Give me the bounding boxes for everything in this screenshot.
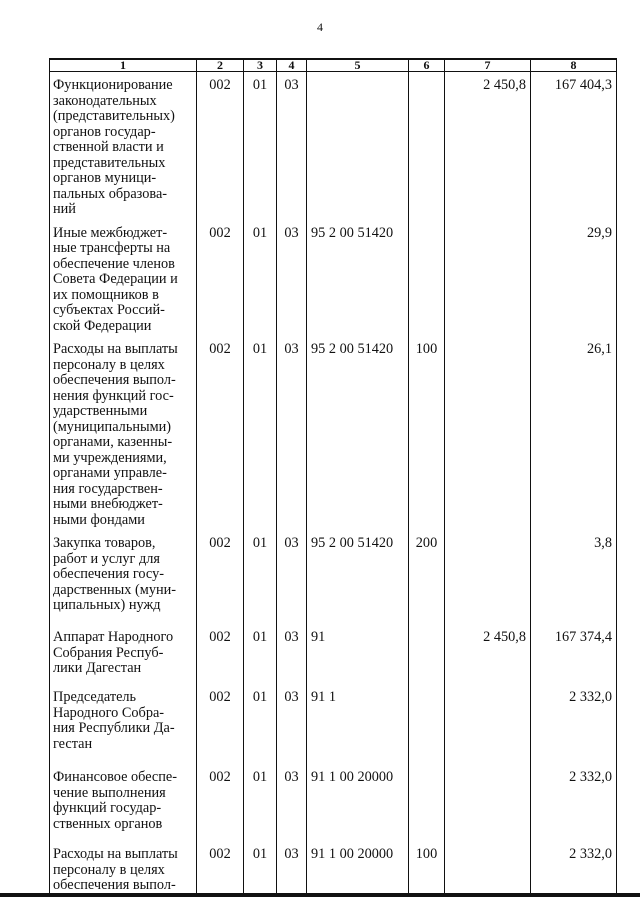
cell-admin-code: [197, 762, 244, 839]
cell-target-article: [307, 622, 409, 682]
cell-subsection-text: 03: [284, 341, 299, 357]
cell-expense-type-text: 200: [415, 535, 438, 551]
cell-expense-type: [409, 839, 445, 894]
cell-amount-total-text: 167 404,3: [554, 77, 612, 93]
cell-section: [244, 218, 277, 335]
cell-subsection: [277, 218, 307, 335]
cell-amount-total-text: 2 332,0: [569, 689, 612, 705]
cell-admin-code-text: 002: [209, 629, 231, 645]
cell-admin-code-text: 002: [209, 769, 231, 785]
cell-amount-total: [531, 762, 617, 839]
row-label: [50, 218, 197, 335]
table-row: [50, 839, 617, 894]
column-header: 4: [277, 59, 307, 72]
cell-amount-total: [531, 218, 617, 335]
cell-admin-code-text: 002: [209, 224, 231, 241]
cell-admin-code-text: 002: [209, 846, 231, 862]
column-header: 1: [50, 59, 197, 72]
cell-admin-code: [197, 528, 244, 622]
row-label: [50, 682, 197, 762]
cell-section-text: 01: [252, 535, 268, 551]
column-header: 5: [307, 59, 409, 72]
cell-target-article: [307, 334, 409, 528]
row-label-text: Закупка товаров, работ и услуг для обеспечения госу- дарственных (муни- ципальных) нужд: [53, 535, 177, 613]
row-label-text: Финансовое обеспе- чение выполнения функций государ- ственных органов: [53, 769, 178, 832]
row-label-text: Функционирование законодательных (представительных) органов государ- ственной власти и представительных органов муници- пальных образова- ний: [53, 77, 175, 217]
cell-subsection: [277, 72, 307, 218]
table-row: [50, 72, 617, 218]
cell-amount-subvention: [445, 72, 531, 218]
cell-amount-total-text: 29,9: [586, 224, 612, 241]
cell-subsection: [277, 334, 307, 528]
cell-section-text: 01: [252, 341, 268, 357]
cell-subsection-text: 03: [284, 77, 299, 93]
column-header: 7: [445, 59, 531, 72]
cell-target-article: [307, 682, 409, 762]
row-label: [50, 72, 197, 218]
cell-expense-type-text: 100: [415, 846, 438, 862]
cell-amount-subvention: [445, 839, 531, 894]
row-label: [50, 839, 197, 894]
cell-admin-code-text: 002: [209, 535, 231, 551]
cell-expense-type: [409, 72, 445, 218]
cell-subsection: [277, 622, 307, 682]
row-label: [50, 762, 197, 839]
cell-amount-total: [531, 72, 617, 218]
cell-amount-subvention-text: 2 450,8: [483, 77, 526, 93]
cell-admin-code: [197, 218, 244, 335]
cell-admin-code: [197, 72, 244, 218]
cell-subsection-text: 03: [284, 689, 299, 705]
budget-table: [49, 58, 617, 894]
cell-amount-subvention-text: 2 450,8: [483, 629, 526, 645]
cell-admin-code: [197, 334, 244, 528]
cell-expense-type: [409, 682, 445, 762]
column-header: 8: [531, 59, 617, 72]
row-label: [50, 528, 197, 622]
cell-section-text: 01: [252, 629, 268, 645]
cell-section: [244, 839, 277, 894]
table-row: [50, 622, 617, 682]
cell-section: [244, 334, 277, 528]
cell-amount-total-text: 2 332,0: [569, 846, 612, 862]
cell-admin-code: [197, 622, 244, 682]
cell-subsection: [277, 839, 307, 894]
cell-amount-subvention: [445, 762, 531, 839]
bottom-rule: [0, 893, 640, 897]
cell-expense-type: [409, 762, 445, 839]
row-label: [50, 334, 197, 528]
cell-amount-subvention: [445, 334, 531, 528]
cell-section-text: 01: [252, 689, 268, 705]
cell-subsection-text: 03: [284, 846, 299, 862]
cell-amount-total: [531, 839, 617, 894]
row-label-text: Расходы на выплаты персоналу в целях обеспечения выпол- нения функций гос- ударственными (муниципальными) органами, казенны- ми учреждениями, органами управле- ния государствен- ными внебюджет- ными фондами: [53, 341, 178, 528]
cell-target-article: [307, 528, 409, 622]
table-row: [50, 218, 617, 335]
cell-expense-type: [409, 528, 445, 622]
table-row: [50, 682, 617, 762]
cell-admin-code-text: 002: [209, 689, 231, 705]
cell-amount-subvention: [445, 622, 531, 682]
cell-amount-subvention: [445, 682, 531, 762]
cell-subsection-text: 03: [284, 769, 299, 785]
cell-section: [244, 528, 277, 622]
cell-target-article-text: 95 2 00 51420: [311, 224, 394, 241]
table-row: [50, 762, 617, 839]
column-header: 2: [197, 59, 244, 72]
cell-target-article-text: 91 1: [311, 689, 337, 705]
row-label-text: Председатель Народного Собра- ния Республики Да- гестан: [53, 689, 175, 752]
cell-amount-total: [531, 334, 617, 528]
cell-expense-type: [409, 218, 445, 335]
cell-section: [244, 682, 277, 762]
header-row: [50, 59, 617, 72]
cell-amount-subvention: [445, 218, 531, 335]
table-row: [50, 334, 617, 528]
cell-amount-total-text: 2 332,0: [569, 769, 612, 785]
page-number: 4: [317, 20, 323, 34]
cell-amount-total-text: 26,1: [586, 341, 612, 357]
cell-target-article: [307, 218, 409, 335]
cell-target-article-text: 95 2 00 51420: [311, 341, 394, 357]
cell-expense-type-text: 100: [415, 341, 438, 357]
cell-target-article: [307, 762, 409, 839]
cell-section-text: 01: [252, 77, 268, 93]
cell-section-text: 01: [252, 769, 268, 785]
cell-expense-type: [409, 334, 445, 528]
cell-subsection: [277, 528, 307, 622]
cell-target-article-text: 95 2 00 51420: [311, 535, 394, 551]
cell-admin-code-text: 002: [209, 77, 231, 93]
cell-section: [244, 762, 277, 839]
row-label-text: Аппарат Народного Собрания Респуб- лики Дагестан: [53, 629, 174, 676]
cell-amount-total: [531, 528, 617, 622]
cell-amount-total: [531, 682, 617, 762]
cell-subsection: [277, 762, 307, 839]
cell-amount-total-text: 3,8: [594, 535, 612, 551]
cell-amount-total-text: 167 374,4: [554, 629, 612, 645]
cell-subsection-text: 03: [284, 535, 299, 551]
cell-target-article-text: 91 1 00 20000: [311, 769, 394, 785]
row-label-text: Расходы на выплаты персоналу в целях обеспечения выпол-: [53, 846, 178, 893]
cell-subsection-text: 03: [284, 629, 299, 645]
cell-amount-total: [531, 622, 617, 682]
cell-amount-subvention: [445, 528, 531, 622]
cell-expense-type: [409, 622, 445, 682]
row-label-text: Иные межбюджет- ные трансферты на обеспечение членов Совета Федерации и их помощников в субъектах Россий- ской Федерации: [53, 224, 178, 334]
cell-admin-code-text: 002: [209, 341, 231, 357]
column-header: 6: [409, 59, 445, 72]
cell-target-article: [307, 839, 409, 894]
table-row: [50, 528, 617, 622]
cell-section: [244, 622, 277, 682]
cell-admin-code: [197, 682, 244, 762]
cell-subsection: [277, 682, 307, 762]
cell-section-text: 01: [252, 224, 268, 241]
cell-target-article: [307, 72, 409, 218]
cell-target-article-text: 91: [311, 629, 326, 645]
column-header: 3: [244, 59, 277, 72]
cell-section: [244, 72, 277, 218]
cell-subsection-text: 03: [284, 224, 299, 241]
cell-admin-code: [197, 839, 244, 894]
cell-section-text: 01: [252, 846, 268, 862]
row-label: [50, 622, 197, 682]
cell-target-article-text: 91 1 00 20000: [311, 846, 394, 862]
